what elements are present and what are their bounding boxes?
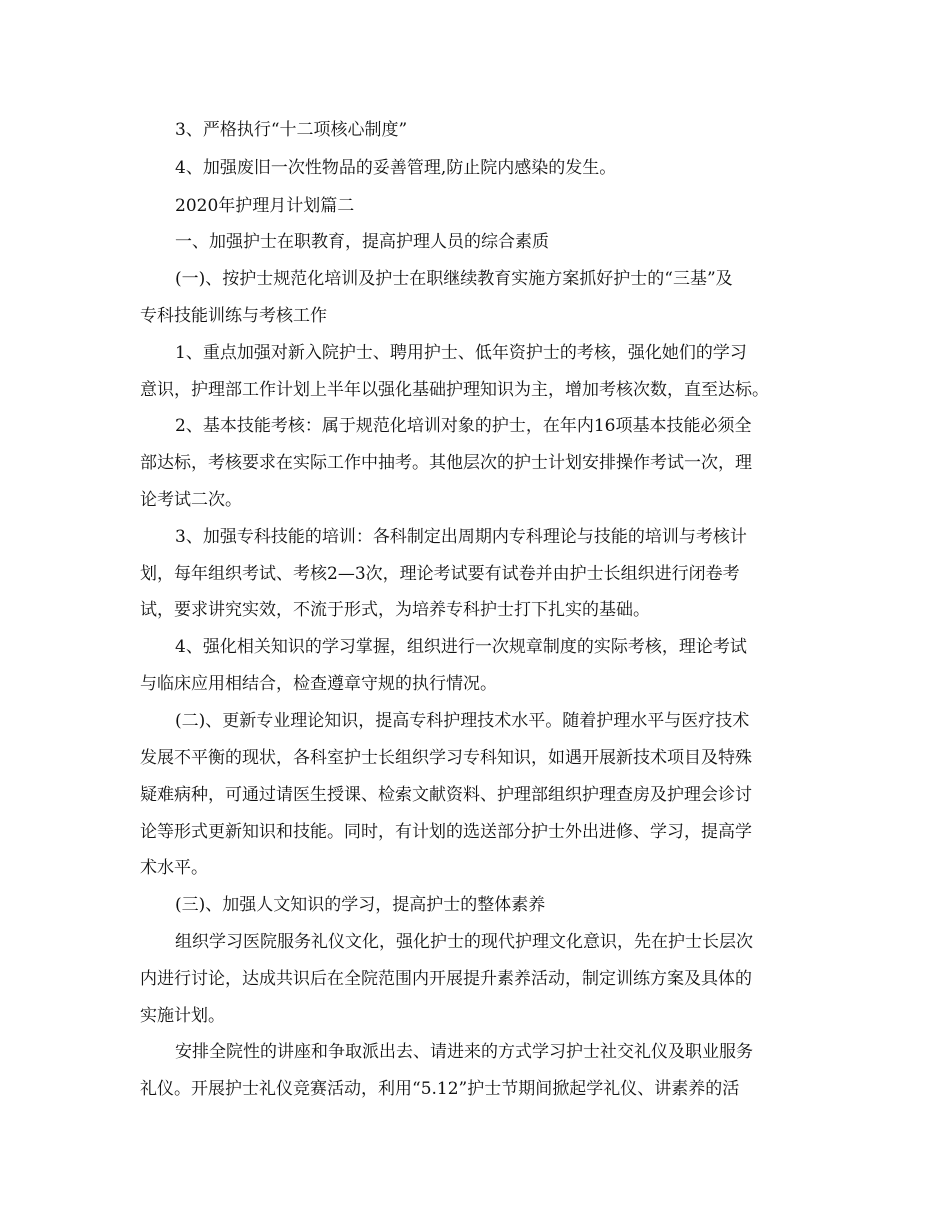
document-line: (三)、加强人文知识的学习，提高护士的整体素养 bbox=[175, 895, 546, 915]
document-line: 3、严格执行“十二项核心制度” bbox=[175, 120, 408, 140]
document-line: (二)、更新专业理论知识，提高专科护理技术水平。随着护理水平与医疗技术 bbox=[175, 711, 750, 731]
document-line: 与临床应用相结合，检查遵章守规的执行情况。 bbox=[140, 674, 497, 694]
document-line: 3、加强专科技能的培训：各科制定出周期内专科理论与技能的培训与考核计 bbox=[175, 527, 747, 547]
document-line: 2020年护理月计划篇二 bbox=[175, 196, 355, 216]
document-line: 1、重点加强对新入院护士、聘用护士、低年资护士的考核，强化她们的学习 bbox=[175, 343, 747, 363]
document-line: 术水平。 bbox=[140, 858, 208, 878]
document-line: 2、基本技能考核：属于规范化培训对象的护士，在年内16项基本技能必须全 bbox=[175, 416, 752, 436]
document-line: 实施计划。 bbox=[140, 1006, 225, 1026]
document-line: 试，要求讲究实效，不流于形式，为培养专科护士打下扎实的基础。 bbox=[140, 600, 650, 620]
document-line: 专科技能训练与考核工作 bbox=[140, 306, 327, 326]
document-line: (一)、按护士规范化培训及护士在职继续教育实施方案抓好护士的“三基”及 bbox=[175, 269, 733, 289]
document-line: 意识，护理部工作计划上半年以强化基础护理知识为主，增加考核次数，直至达标。 bbox=[140, 380, 769, 400]
document-line: 疑难病种，可通过请医生授课、检索文献资料、护理部组织护理查房及护理会诊讨 bbox=[140, 785, 752, 805]
document-line: 划，每年组织考试、考核2—3次，理论考试要有试卷并由护士长组织进行闭卷考 bbox=[140, 564, 740, 584]
document-line: 发展不平衡的现状，各科室护士长组织学习专科知识，如遇开展新技术项目及特殊 bbox=[140, 748, 752, 768]
document-line: 安排全院性的讲座和争取派出去、请进来的方式学习护士社交礼仪及职业服务 bbox=[175, 1042, 753, 1062]
document-line: 组织学习医院服务礼仪文化，强化护士的现代护理文化意识，先在护士长层次 bbox=[175, 932, 753, 952]
document-line: 部达标，考核要求在实际工作中抽考。其他层次的护士计划安排操作考试一次，理 bbox=[140, 453, 752, 473]
document-line: 礼仪。开展护士礼仪竞赛活动，利用“5.12”护士节期间掀起学礼仪、讲素养的活 bbox=[140, 1079, 740, 1099]
document-line: 内进行讨论，达成共识后在全院范围内开展提升素养活动，制定训练方案及具体的 bbox=[140, 969, 752, 989]
document-line: 论等形式更新知识和技能。同时，有计划的选送部分护士外出进修、学习，提高学 bbox=[140, 822, 752, 842]
document-line: 论考试二次。 bbox=[140, 490, 242, 510]
document-line: 一、加强护士在职教育，提高护理人员的综合素质 bbox=[175, 232, 549, 252]
document-line: 4、加强废旧一次性物品的妥善管理,防止院内感染的发生。 bbox=[175, 158, 617, 178]
document-line: 4、强化相关知识的学习掌握，组织进行一次规章制度的实际考核，理论考试 bbox=[175, 637, 747, 657]
